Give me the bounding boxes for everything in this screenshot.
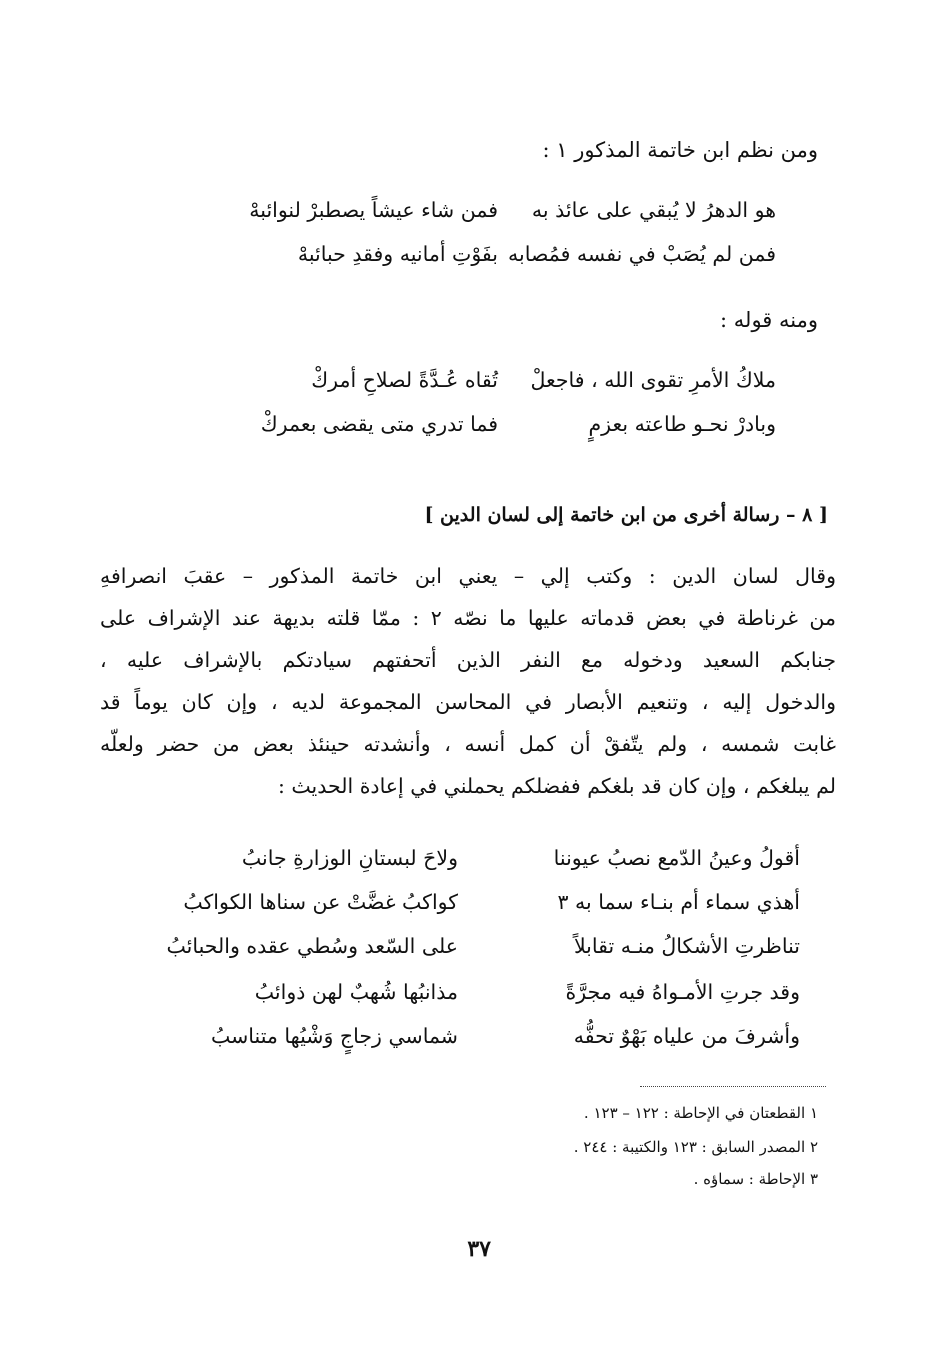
- paragraph-line-last: لم يبلغكم ، وإن كان قد بلغكم ففضلكم يحملني في إعادة الحديث :: [277, 774, 836, 798]
- section-heading: [ ٨ – رسالة أخرى من ابن خاتمة إلى لسان الدين ]: [424, 504, 828, 526]
- footnote-3: ٣ الإحاطة : سماؤه .: [693, 1170, 818, 1188]
- verse-hemistich-second: على السّعد وسُطي عقده والحبائبُ: [166, 934, 458, 958]
- verse-hemistich-second: فما تدري متى يقضى بعمركْ: [260, 412, 498, 436]
- paragraph-line: والدخول إليه ، وتنعيم الأبصار في المحاسن المجموعة لديه ، وإن كان يوماً قد: [100, 690, 836, 714]
- verse-hemistich-first: فمن لم يُصَبْ في نفسه فمُصابه: [508, 242, 776, 266]
- paragraph-line: جنابكم السعيد ودخوله مع النفر الذين أتحفتهم سيادتكم بالإشراف عليه ،: [100, 648, 836, 672]
- verse-hemistich-first: وأشرفَ من علياه بَهْوٌ تحفُّه: [573, 1024, 800, 1048]
- verse-hemistich-first: أقولُ وعينُ الدّمع نصبُ عيوننا: [553, 846, 800, 870]
- paragraph-line: وقال لسان الدين : وكتب إلي – يعني ابن خاتمة المذكور – عقبَ انصرافهِ: [100, 564, 836, 588]
- verse-hemistich-second: ولاحَ لبستانِ الوزارةِ جانبُ: [241, 846, 458, 870]
- verse-hemistich-first: وقد جرتِ الأمـواهُ فيه مجرَّةً: [565, 980, 800, 1004]
- verse-hemistich-first: وبادرْ نحـو طاعته بعزمٍ: [588, 412, 776, 436]
- verse-hemistich-first: تناظرتِ الأشكالُ منـه تقابلاً: [573, 934, 800, 958]
- verse-hemistich-second: كواكبُ غضَّتْ عن سناها الكواكبُ: [183, 890, 458, 914]
- paragraph-line: غابت شمسه ، ولم يتّفقْ أن كمل أنسه ، وأنشدته حينئذ بعض من حضر ولعلّه: [100, 732, 836, 756]
- verse-hemistich-first: ملاكُ الأمرِ تقوى الله ، فاجعلْ: [530, 368, 776, 392]
- footnote-1: ١ القطعتان في الإحاطة : ١٢٢ – ١٢٣ .: [583, 1104, 818, 1122]
- verse-hemistich-second: فمن شاء عيشاً يصطبرْ لنوائبهْ: [249, 198, 498, 222]
- intro-line-1: ومن نظم ابن خاتمة المذكور ١ :: [542, 138, 818, 162]
- verse-hemistich-first: أهذي سماء أم بنـاء سما به ٣: [557, 890, 800, 914]
- verse-hemistich-second: مذانبُها شُهبٌ لهن ذوائبُ: [254, 980, 458, 1004]
- verse-hemistich-first: هو الدهرُ لا يُبقي على عائذ به: [531, 198, 776, 222]
- intro-line-2: ومنه قوله :: [720, 308, 818, 332]
- page-number: ٣٧: [467, 1236, 491, 1262]
- footnote-2: ٢ المصدر السابق : ١٢٣ والكتيبة : ٢٤٤ .: [573, 1138, 818, 1156]
- footnote-separator: [640, 1086, 826, 1087]
- verse-hemistich-second: بفَوْتِ أمانيه وفقدِ حبائبهْ: [297, 242, 498, 266]
- verse-hemistich-second: تُقاه عُـدَّةً لصلاحِ أمركْ: [311, 368, 498, 392]
- verse-hemistich-second: شماسي زجاجٍ وَشْيُها متناسبُ: [210, 1024, 458, 1048]
- paragraph-line: من غرناطة في بعض قدماته عليها ما نصّه ٢ : ممّا قلته بديهة عند الإشراف على: [100, 606, 836, 630]
